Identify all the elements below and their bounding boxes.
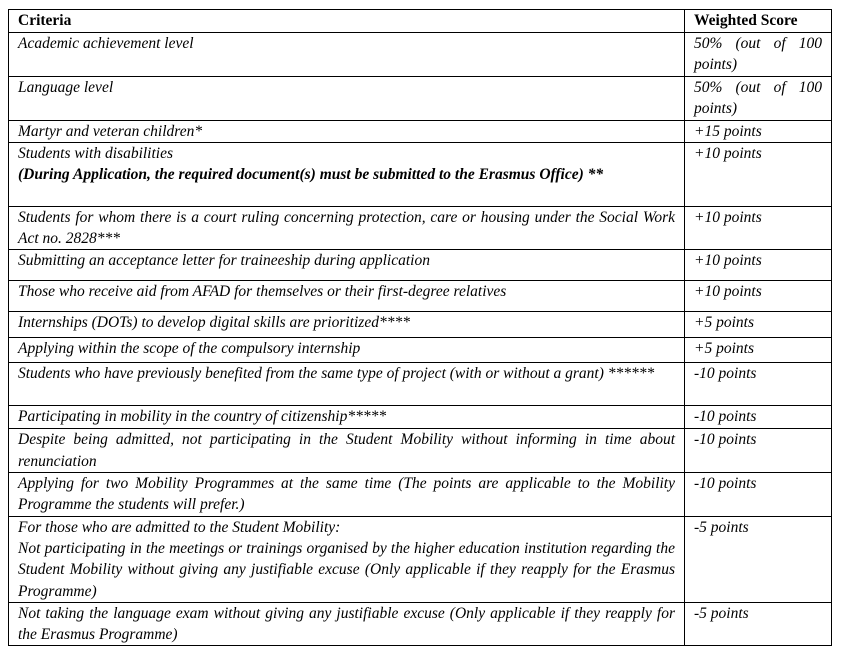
table-row [9, 473, 832, 517]
table-row [9, 429, 832, 473]
score-cell: +5 points [685, 312, 832, 338]
score-cell: +10 points [685, 250, 832, 281]
table-row [9, 363, 832, 406]
criteria-cell: Applying for two Mobility Programmes at the same time (The points are applicable to the Mobility Programme the students will prefer.) [9, 473, 685, 517]
table-row [9, 206, 832, 250]
table-row [9, 406, 832, 429]
document-page [8, 9, 831, 646]
score-cell: +5 points [685, 338, 832, 363]
score-cell: +10 points [685, 142, 832, 206]
table-row [9, 77, 832, 121]
table-row [9, 33, 832, 77]
score-cell: +10 points [685, 206, 832, 250]
criteria-cell: Submitting an acceptance letter for traineeship during application [9, 250, 685, 281]
criteria-cell [9, 142, 685, 206]
score-cell: 50% (out of 100 points) [685, 77, 832, 121]
table-row [9, 516, 832, 602]
weighted-score-header: Weighted Score [685, 10, 832, 33]
criteria-cell: Students who have previously benefited from the same type of project (with or without a grant) ****** [9, 363, 685, 406]
table-row [9, 312, 832, 338]
table-header-row [9, 10, 832, 33]
score-cell: +15 points [685, 120, 832, 142]
criteria-cell: Applying within the scope of the compulsory internship [9, 338, 685, 363]
score-cell: -10 points [685, 429, 832, 473]
score-cell: -5 points [685, 602, 832, 646]
score-cell: 50% (out of 100 points) [685, 33, 832, 77]
criteria-text: Students with disabilities [18, 144, 174, 162]
criteria-cell: Participating in mobility in the country of citizenship***** [9, 406, 685, 429]
criteria-cell: Martyr and veteran children* [9, 120, 685, 142]
score-cell: -10 points [685, 363, 832, 406]
criteria-cell: Language level [9, 77, 685, 121]
criteria-text: For those who are admitted to the Student Mobility: [18, 518, 341, 536]
table-row [9, 250, 832, 281]
table-row [9, 142, 832, 206]
criteria-note: Not participating in the meetings or trainings organised by the higher education institution regarding the Student Mobility without giving any justifiable excuse (Only applicable if they reapply for the Erasmus Programme) [18, 539, 675, 600]
criteria-cell: Internships (DOTs) to develop digital skills are prioritized**** [9, 312, 685, 338]
score-cell: -5 points [685, 516, 832, 602]
table-row [9, 338, 832, 363]
score-cell: -10 points [685, 473, 832, 517]
criteria-cell: Not taking the language exam without giving any justifiable excuse (Only applicable if they reapply for the Erasmus Programme) [9, 602, 685, 646]
criteria-cell: Those who receive aid from AFAD for themselves or their first-degree relatives [9, 281, 685, 312]
table-row [9, 120, 832, 142]
score-cell: +10 points [685, 281, 832, 312]
criteria-cell: Students for whom there is a court ruling concerning protection, care or housing under the Social Work Act no. 2828*** [9, 206, 685, 250]
criteria-cell: Academic achievement level [9, 33, 685, 77]
criteria-note: (During Application, the required document(s) must be submitted to the Erasmus Office) ** [18, 166, 604, 184]
criteria-cell: Despite being admitted, not participating in the Student Mobility without informing in time about renunciation [9, 429, 685, 473]
score-cell: -10 points [685, 406, 832, 429]
criteria-header: Criteria [9, 10, 685, 33]
table-row [9, 602, 832, 646]
criteria-cell [9, 516, 685, 602]
weighted-score-table [8, 9, 832, 646]
table-row [9, 281, 832, 312]
